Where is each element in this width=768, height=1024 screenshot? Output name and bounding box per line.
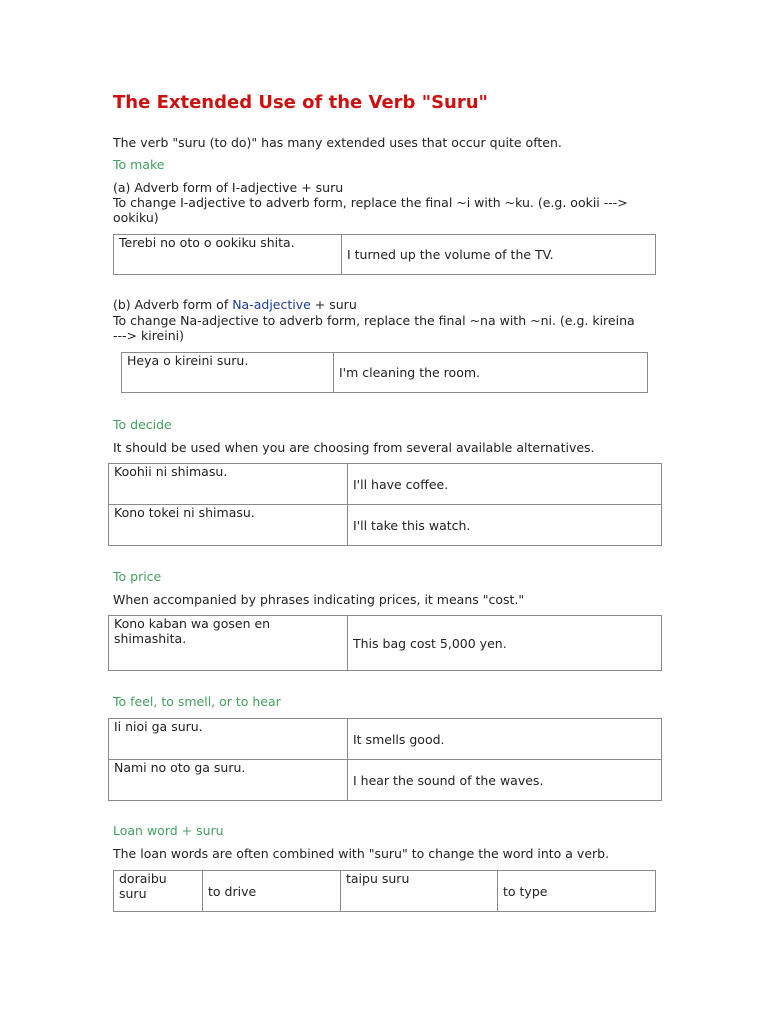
feel-table xyxy=(108,718,662,801)
make-b-description: To change Na-adjective to adverb form, replace the final ~na with ~ni. (e.g. kireina ---> kireini) xyxy=(113,313,635,343)
english-cell: It smells good. xyxy=(348,719,662,760)
price-description: When accompanied by phrases indicating prices, it means "cost." xyxy=(113,592,525,607)
english-cell: This bag cost 5,000 yen. xyxy=(348,616,662,671)
japanese-cell: Koohii ni shimasu. xyxy=(109,464,348,505)
japanese-cell: Terebi no oto o ookiku shita. xyxy=(114,235,342,275)
table-row xyxy=(109,505,662,546)
japanese-cell: Kono kaban wa gosen en shimashita. xyxy=(109,616,348,671)
section-heading-to-make: To make xyxy=(113,157,165,172)
section-heading-loan-word: Loan word + suru xyxy=(113,823,224,838)
decide-table xyxy=(108,463,662,546)
table-row xyxy=(114,871,656,912)
english-cell: I hear the sound of the waves. xyxy=(348,760,662,801)
page-title: The Extended Use of the Verb "Suru" xyxy=(113,92,488,113)
make-b-label-prefix: (b) Adverb form of xyxy=(113,297,233,312)
section-heading-to-price: To price xyxy=(113,569,162,584)
table-row xyxy=(109,719,662,760)
price-table xyxy=(108,615,662,671)
loan-table xyxy=(113,870,656,912)
japanese-cell: Nami no oto ga suru. xyxy=(109,760,348,801)
table-row xyxy=(122,353,648,393)
table-row xyxy=(109,760,662,801)
make-b-table xyxy=(121,352,648,393)
make-a-table xyxy=(113,234,656,275)
loan-description: The loan words are often combined with "suru" to change the word into a verb. xyxy=(113,846,610,861)
table-row xyxy=(109,616,662,671)
na-adjective-term: Na-adjective xyxy=(232,297,311,312)
section-heading-to-decide: To decide xyxy=(113,417,172,432)
decide-description: It should be used when you are choosing from several available alternatives. xyxy=(113,440,595,455)
english-cell: to type xyxy=(498,871,656,912)
section-heading-to-feel: To feel, to smell, or to hear xyxy=(113,694,281,709)
japanese-cell: Kono tokei ni shimasu. xyxy=(109,505,348,546)
japanese-cell: taipu suru xyxy=(341,871,498,912)
table-row xyxy=(109,464,662,505)
make-b-label-suffix: + suru xyxy=(310,297,357,312)
japanese-cell: Heya o kireini suru. xyxy=(122,353,334,393)
make-a-description: To change I-adjective to adverb form, replace the final ~i with ~ku. (e.g. ookii ---> ookiku) xyxy=(113,195,628,225)
english-cell: to drive xyxy=(203,871,341,912)
english-cell: I'll have coffee. xyxy=(348,464,662,505)
english-cell: I'll take this watch. xyxy=(348,505,662,546)
english-cell: I'm cleaning the room. xyxy=(334,353,648,393)
table-row xyxy=(114,235,656,275)
english-cell: I turned up the volume of the TV. xyxy=(342,235,656,275)
make-b-label xyxy=(113,297,357,312)
intro-text: The verb "suru (to do)" has many extended uses that occur quite often. xyxy=(113,135,562,150)
japanese-cell: doraibu suru xyxy=(114,871,203,912)
japanese-cell: Ii nioi ga suru. xyxy=(109,719,348,760)
make-a-label: (a) Adverb form of I-adjective + suru xyxy=(113,180,344,195)
